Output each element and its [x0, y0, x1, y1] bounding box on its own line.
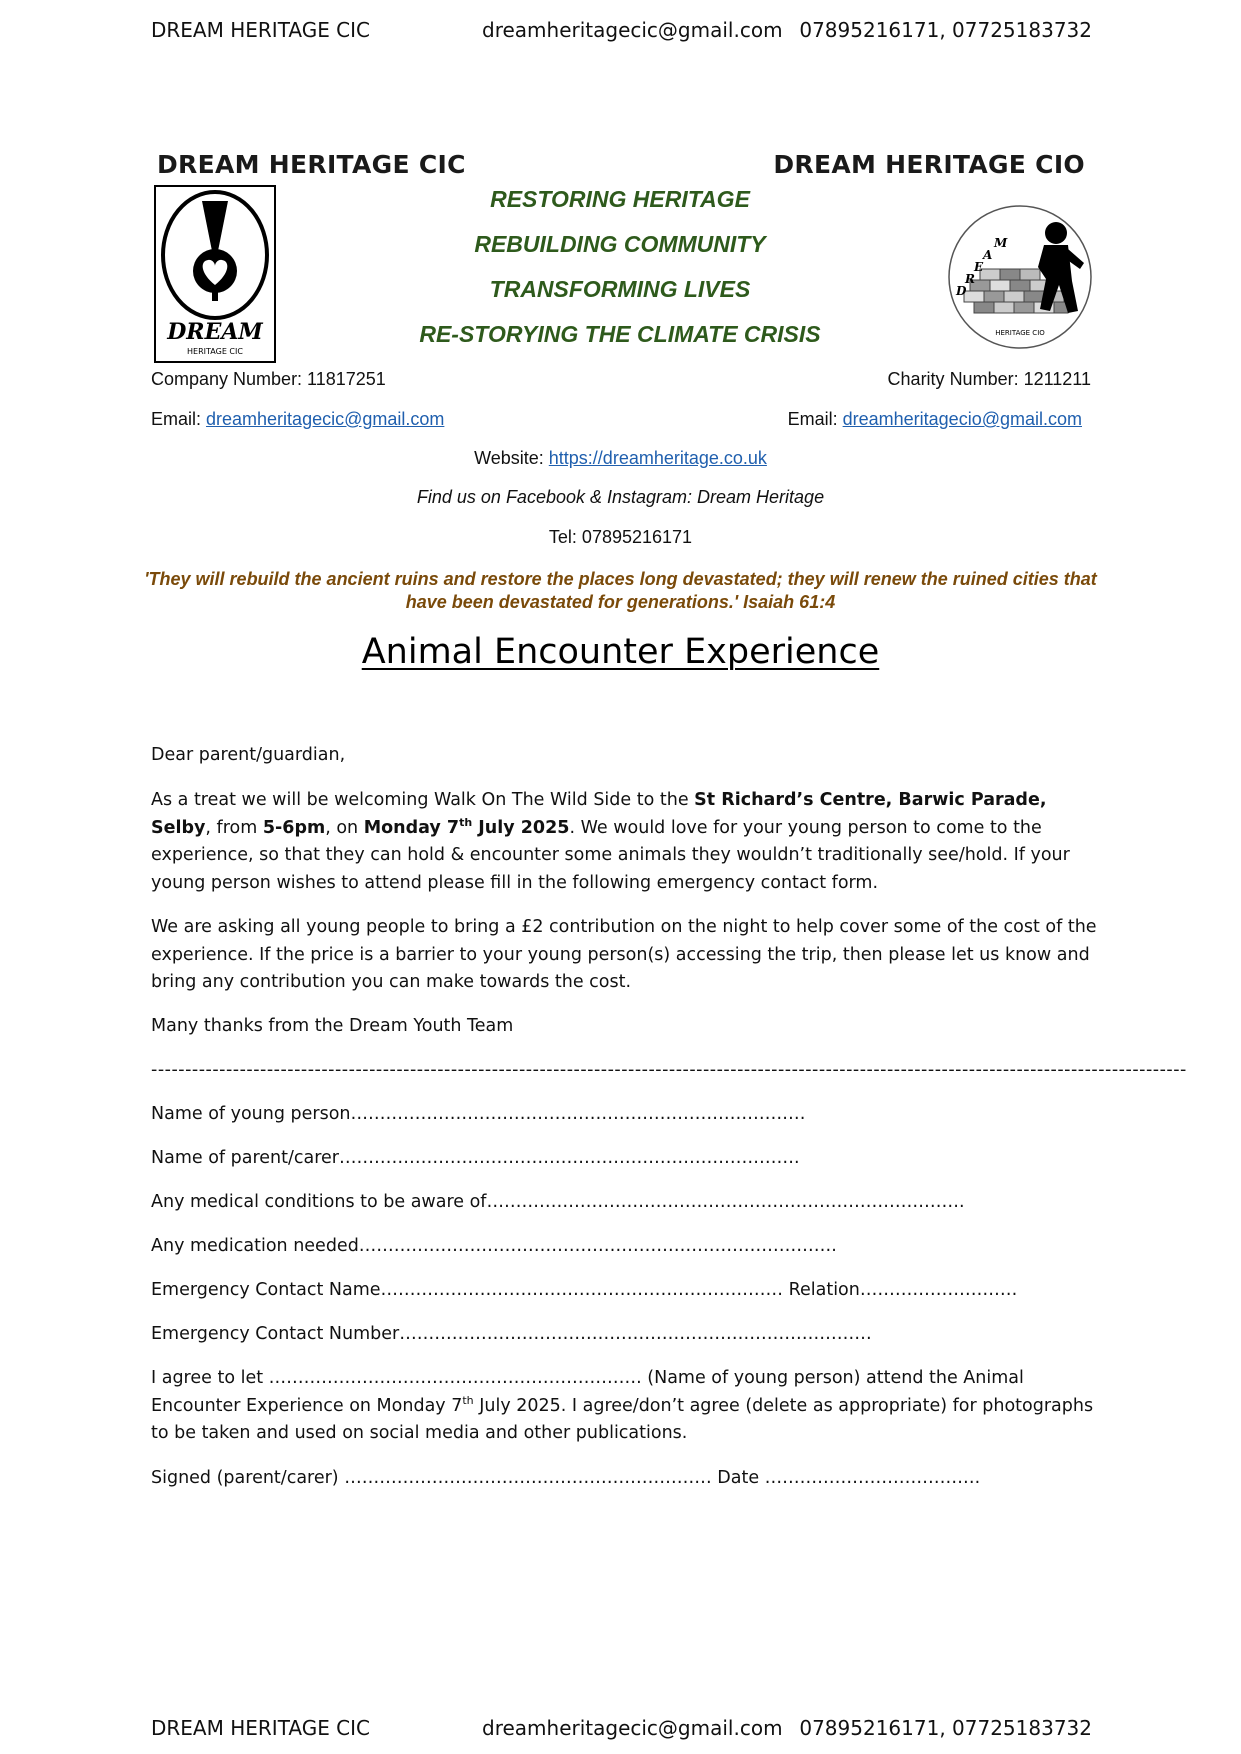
- paragraph-contribution: We are asking all young people to bring a £2 contribution on the night to help cover some of the cost of the experience. If the price is a barrier to your young person(s) accessing the trip, then please let us know and bring any contribution you can make towards the cost.: [151, 917, 1097, 992]
- p1-date-sup: th: [459, 815, 473, 829]
- website-link[interactable]: https://dreamheritage.co.uk: [548, 448, 767, 468]
- p1-date-day: Monday 7: [363, 817, 460, 838]
- cic-email-link[interactable]: dreamheritagecic@gmail.com: [206, 409, 445, 429]
- p1-venue: St Richard’s Centre, Barwic Parade, Selby: [151, 790, 1047, 838]
- cio-title: DREAM HERITAGE CIO: [773, 150, 1085, 179]
- page-title-text: Animal Encounter Experience: [361, 632, 880, 672]
- cio-logo-letter-d: D: [956, 284, 967, 298]
- cic-logo-subtext: HERITAGE CIC: [187, 347, 243, 356]
- p1-date-month: July 2025: [472, 817, 570, 838]
- cio-logo-letter-e: E: [974, 260, 984, 274]
- social-line: Find us on Facebook & Instagram: Dream Heritage: [416, 487, 825, 507]
- tagline-restoring: RESTORING HERITAGE: [490, 186, 750, 212]
- page-title: [0, 632, 1241, 672]
- field-emergency-contact-name[interactable]: Emergency Contact Name…………………………………………………………… Relation………………………: [151, 1280, 1018, 1300]
- signoff: Many thanks from the Dream Youth Team: [151, 1016, 514, 1036]
- field-emergency-contact-number[interactable]: Emergency Contact Number………………………………………………………………………: [151, 1324, 872, 1344]
- cut-line-separator: --------------------------------------------------------------------------------------------------------------------------------------------------------: [151, 1060, 1187, 1080]
- footer-email: dreamheritagecic@gmail.com: [482, 1716, 783, 1740]
- cic-title: DREAM HERITAGE CIC: [157, 150, 466, 179]
- cic-email-label: Email:: [151, 409, 207, 429]
- page-footer: [151, 1716, 1092, 1746]
- tagline-restorying: RE-STORYING THE CLIMATE CRISIS: [419, 321, 821, 347]
- consent-text-a: I agree to let ………………………………………………………. (Name of young person) attend the Animal Encounter Experience on Monday 7: [151, 1368, 1024, 1416]
- p1-text-a: As a treat we will be welcoming Walk On The Wild Side to the: [151, 790, 695, 810]
- cio-logo-letter-m: M: [994, 236, 1008, 250]
- footer-phone: 07895216171, 07725183732: [799, 1716, 1092, 1740]
- field-medication[interactable]: Any medication needed……………………………………………………………………….: [151, 1236, 837, 1256]
- cio-logo: [946, 203, 1094, 351]
- cio-logo-letter-a: A: [983, 248, 993, 262]
- charity-number: Charity Number: 1211211: [887, 369, 1091, 389]
- brick-wall-figure-icon: [946, 203, 1094, 351]
- p1-text-e: , on: [325, 817, 364, 838]
- consent-date-sup: th: [462, 1393, 474, 1407]
- cio-email-line: [788, 409, 1082, 430]
- website-line: [0, 448, 1241, 469]
- website-label: Website:: [474, 448, 549, 468]
- paragraph-details: [151, 787, 1101, 897]
- p1-time: 5-6pm: [262, 817, 326, 838]
- cio-email-label: Email:: [787, 409, 843, 429]
- p1-date: [363, 815, 570, 838]
- footer-org-name: DREAM HERITAGE CIC: [151, 1716, 371, 1740]
- consent-text-b: July 2025. I agree/don’t agree (delete as appropriate) for photographs to be taken and used on social media and other publications.: [151, 1395, 1094, 1443]
- header-phone: 07895216171, 07725183732: [799, 18, 1092, 42]
- cic-logo: [154, 185, 276, 363]
- page-header: [151, 18, 1092, 48]
- isaiah-quote: 'They will rebuild the ancient ruins and restore the places long devastated; they will renew the ruined cities that have been devastated for generations.' Isaiah 61:4: [144, 569, 1097, 612]
- tel-line: Tel: 07895216171: [548, 527, 693, 547]
- cic-email-line: [151, 409, 444, 430]
- tagline-transforming: TRANSFORMING LIVES: [489, 276, 751, 302]
- field-medical-conditions[interactable]: Any medical conditions to be aware of……………………………………………………………………….: [151, 1192, 965, 1212]
- cio-email-link[interactable]: dreamheritagecio@gmail.com: [842, 409, 1082, 429]
- cic-logo-text: DREAM: [167, 319, 263, 345]
- field-parent-carer[interactable]: Name of parent/carer…………………………………………………………………….: [151, 1148, 800, 1168]
- p1-text-h: . We would love for your young person to come to the experience, so that they can hold & encounter some animals they wouldn’t traditionally see/hold. If your young person wishes to attend please fill in the following emergency contact form.: [151, 817, 1070, 893]
- trowel-heart-icon: [156, 187, 274, 361]
- cio-logo-subtext: HERITAGE CIO: [995, 329, 1045, 337]
- tagline-rebuilding: REBUILDING COMMUNITY: [474, 231, 766, 257]
- cio-logo-letter-r: R: [965, 272, 975, 286]
- field-young-person[interactable]: Name of young person……………………………………………………………………: [151, 1104, 806, 1124]
- header-email: dreamheritagecic@gmail.com: [482, 18, 783, 42]
- company-number: Company Number: 11817251: [151, 369, 386, 389]
- field-signature-date[interactable]: Signed (parent/carer) ……………………………………………………… Date ……………………………….: [151, 1468, 981, 1488]
- header-org-name: DREAM HERITAGE CIC: [151, 18, 371, 42]
- consent-paragraph[interactable]: [151, 1365, 1101, 1448]
- greeting: Dear parent/guardian,: [151, 745, 346, 765]
- p1-text-c: , from: [205, 817, 263, 838]
